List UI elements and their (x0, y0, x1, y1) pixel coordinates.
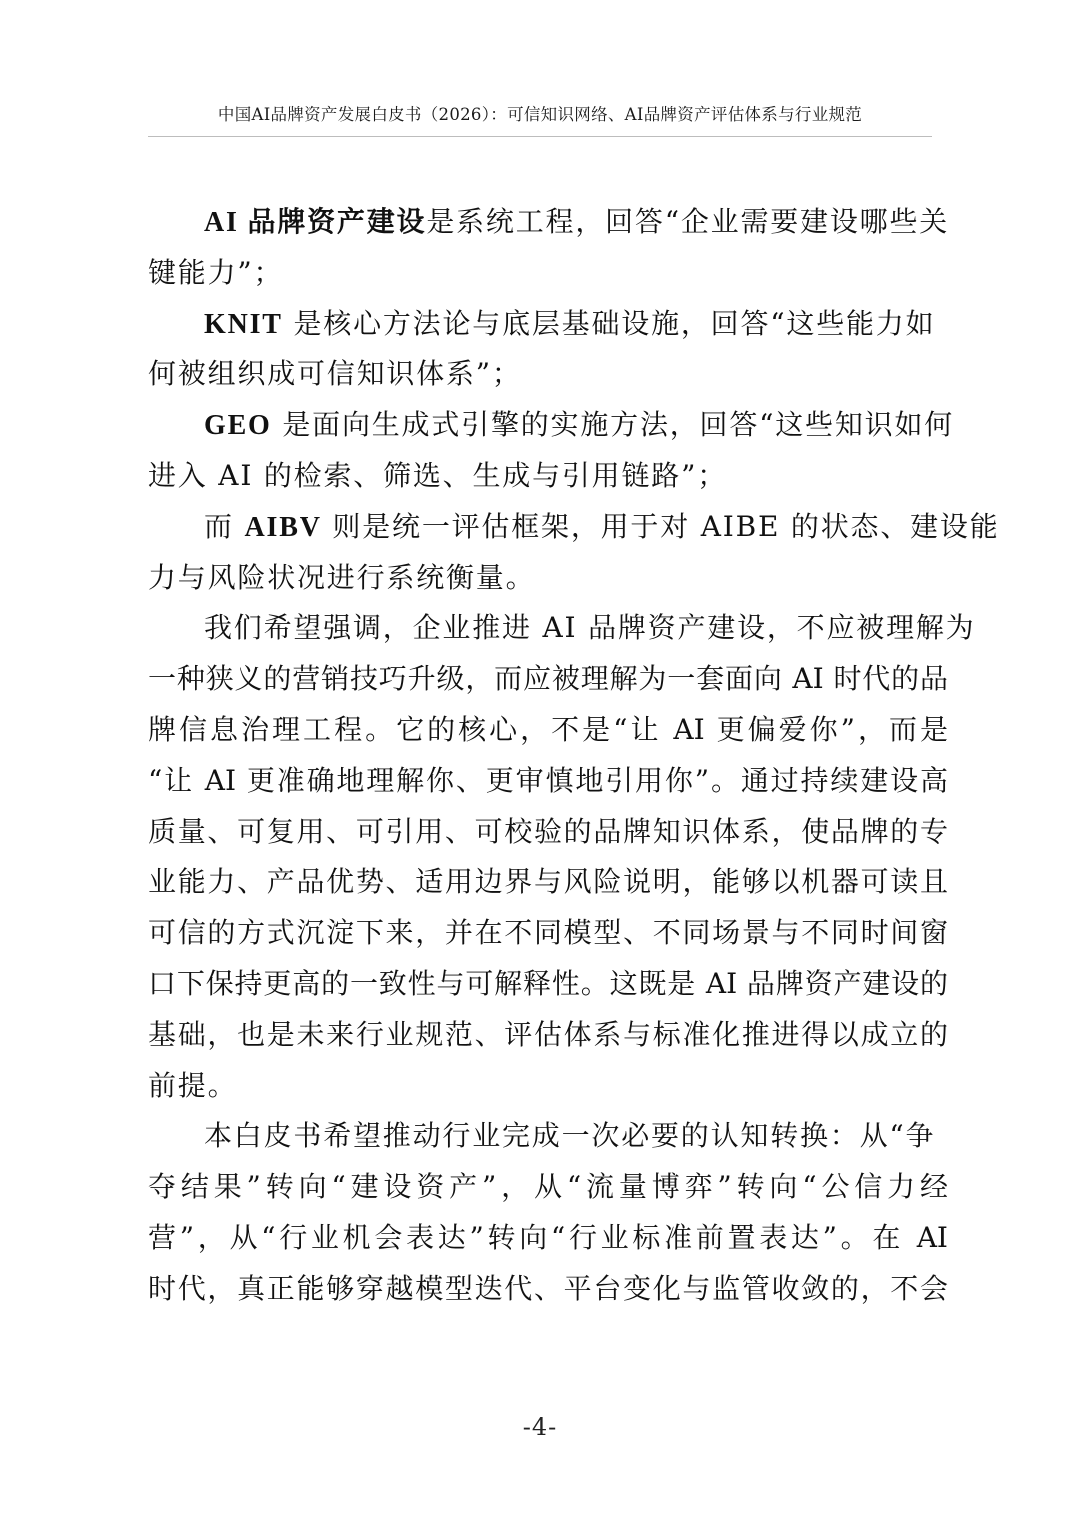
text-line: 力与风险状况进行系统衡量。 (148, 560, 536, 594)
text-line: 牌信息治理工程。它的核心，不是“让 AI 更偏爱你”，而是 (148, 712, 948, 746)
text-line: 我们希望强调，企业推进 AI 品牌资产建设，不应被理解为 (204, 611, 976, 645)
text-line: 本白皮书希望推动行业完成一次必要的认知转换：从“争 (204, 1119, 936, 1153)
text-line: 一种狭义的营销技巧升级，而应被理解为一套面向 AI 时代的品 (148, 662, 948, 696)
bold-term: KNIT (204, 308, 283, 340)
header-divider (148, 136, 932, 137)
text-line: GEO 是面向生成式引擎的实施方法，回答“这些知识如何 (204, 408, 955, 442)
text-line: KNIT 是核心方法论与底层基础设施，回答“这些能力如 (204, 306, 936, 340)
text-line: 时代，真正能够穿越模型迭代、平台变化与监管收敛的，不会 (148, 1271, 948, 1305)
text-line: 可信的方式沉淀下来，并在不同模型、不同场景与不同时间窗 (148, 916, 948, 950)
bold-term: AIBV (244, 511, 322, 543)
text-line: 基础，也是未来行业规范、评估体系与标准化推进得以成立的 (148, 1017, 948, 1051)
text-line: 质量、可复用、可引用、可校验的品牌知识体系，使品牌的专 (148, 814, 948, 848)
bold-term: GEO (204, 410, 272, 442)
text-line: 键能力”； (148, 255, 284, 289)
bold-term: AI 品牌资产建设 (204, 207, 427, 238)
text-line: 夺结果”转向“建设资产”，从“流量博弈”转向“公信力经 (148, 1170, 948, 1204)
text-line: 口下保持更高的一致性与可解释性。这既是 AI 品牌资产建设的 (148, 966, 948, 1000)
text-line: 进入 AI 的检索、筛选、生成与引用链路”； (148, 458, 727, 492)
page-number: -4- (522, 1413, 558, 1441)
text-line: 业能力、产品优势、适用边界与风险说明，能够以机器可读且 (148, 865, 948, 899)
body-text (148, 197, 1000, 1315)
text-line: 而 AIBV 则是统一评估框架，用于对 AIBE 的状态、建设能 (204, 509, 1000, 543)
running-header: 中国AI品牌资产发展白皮书（2026）：可信知识网络、AI品牌资产评估体系与行业规范 (217, 105, 863, 124)
text-line: 营”，从“行业机会表达”转向“行业标准前置表达”。在 AI (148, 1220, 948, 1254)
text-line: “让 AI 更准确地理解你、更审慎地引用你”。通过持续建设高 (148, 763, 948, 797)
text-line: 前提。 (148, 1068, 238, 1102)
text-line: AI 品牌资产建设是系统工程，回答“企业需要建设哪些关 (204, 205, 950, 238)
text-line: 何被组织成可信知识体系”； (148, 357, 522, 391)
